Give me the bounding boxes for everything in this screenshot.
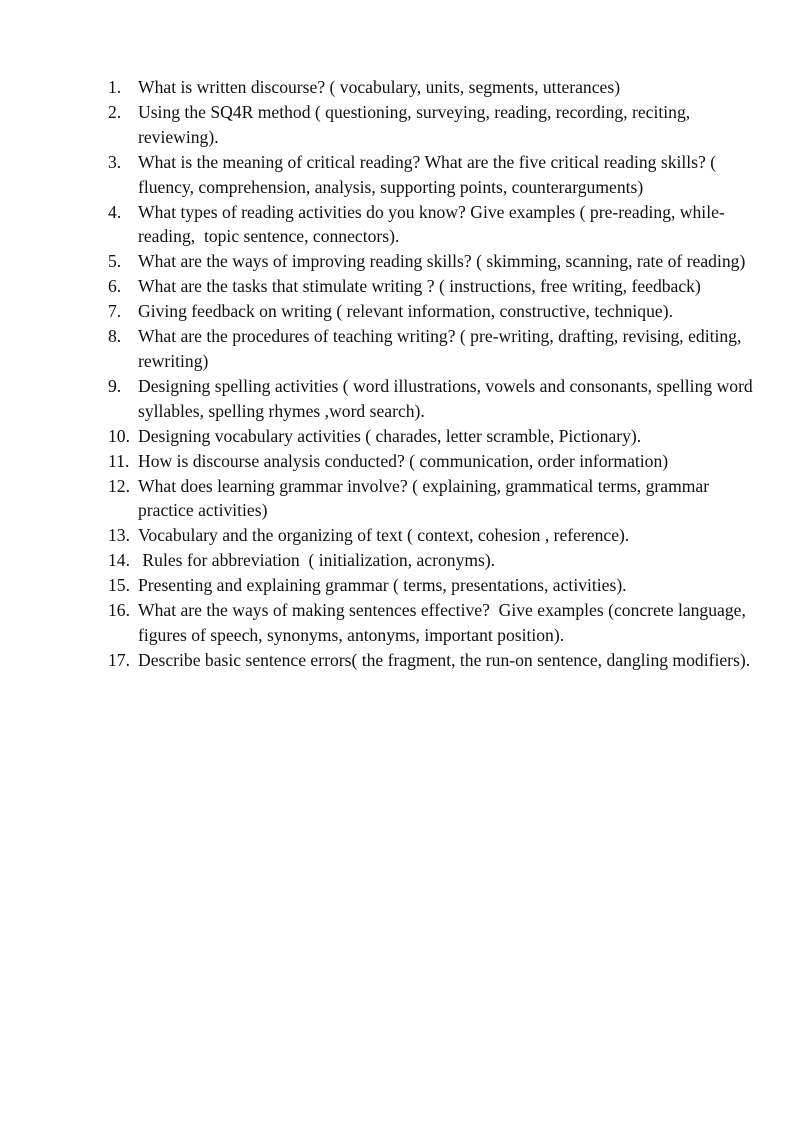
item-number: 17. <box>108 649 130 670</box>
list-item <box>108 249 758 274</box>
list-item <box>108 548 758 573</box>
item-number: 16. <box>108 600 130 621</box>
item-number: 14. <box>108 550 130 571</box>
list-item <box>108 150 758 200</box>
list-item <box>108 200 758 250</box>
item-text: What does learning grammar involve? ( explaining, grammatical terms, grammar practice activities) <box>138 475 714 521</box>
item-number: 1. <box>108 77 122 97</box>
item-number: 10. <box>108 425 130 446</box>
item-number: 8. <box>108 326 122 347</box>
item-text: What is the meaning of critical reading? What are the five critical reading skills? ( fluency, comprehension, analysis, supporting points, counterarguments) <box>138 151 721 197</box>
item-text: What are the procedures of teaching writing? ( pre-writing, drafting, revising, editing, rewriting) <box>138 326 746 371</box>
item-text: How is discourse analysis conducted? ( communication, order information) <box>138 450 669 471</box>
item-text: What are the tasks that stimulate writing ? ( instructions, free writing, feedback) <box>138 276 701 297</box>
list-item <box>108 449 758 474</box>
list-item <box>108 324 758 374</box>
item-number: 13. <box>108 525 130 546</box>
item-text: What are the ways of improving reading skills? ( skimming, scanning, rate of reading) <box>138 251 746 272</box>
list-item <box>108 598 758 648</box>
question-list <box>108 75 758 673</box>
item-number: 5. <box>108 251 122 272</box>
list-item <box>108 274 758 299</box>
item-number: 9. <box>108 375 122 396</box>
item-text: Designing vocabulary activities ( charades, letter scramble, Pictionary). <box>138 425 642 446</box>
list-item <box>108 75 758 100</box>
item-text: Rules for abbreviation ( initialization, acronyms). <box>138 550 496 571</box>
list-item <box>108 374 758 424</box>
item-text: Giving feedback on writing ( relevant information, constructive, technique). <box>138 301 673 322</box>
list-item <box>108 573 758 598</box>
list-item <box>108 299 758 324</box>
item-number: 2. <box>108 101 122 122</box>
list-item <box>108 424 758 449</box>
item-text: Using the SQ4R method ( questioning, surveying, reading, recording, reciting, reviewing). <box>138 101 695 147</box>
item-number: 7. <box>108 301 122 322</box>
item-number: 3. <box>108 151 122 172</box>
item-number: 11. <box>108 450 130 471</box>
list-item <box>108 648 758 673</box>
item-text: What are the ways of making sentences effective? Give examples (concrete language, figures of speech, synonyms, antonyms, important position). <box>138 600 751 645</box>
item-text: What types of reading activities do you know? Give examples ( pre-reading, while-reading, topic sentence, connectors). <box>138 201 725 247</box>
item-text: Vocabulary and the organizing of text ( context, cohesion , reference). <box>138 525 630 546</box>
item-text: Presenting and explaining grammar ( terms, presentations, activities). <box>138 575 627 596</box>
item-text: Designing spelling activities ( word illustrations, vowels and consonants, spelling word syllables, spelling rhymes ,word search). <box>138 375 758 421</box>
item-number: 12. <box>108 475 130 496</box>
item-text: What is written discourse? ( vocabulary, units, segments, utterances) <box>138 77 621 97</box>
item-number: 6. <box>108 276 122 297</box>
item-number: 4. <box>108 201 122 222</box>
item-number: 15. <box>108 575 130 596</box>
list-item <box>108 474 758 524</box>
item-text: Describe basic sentence errors( the fragment, the run-on sentence, dangling modifiers). <box>138 649 751 670</box>
list-item <box>108 100 758 150</box>
list-item <box>108 523 758 548</box>
